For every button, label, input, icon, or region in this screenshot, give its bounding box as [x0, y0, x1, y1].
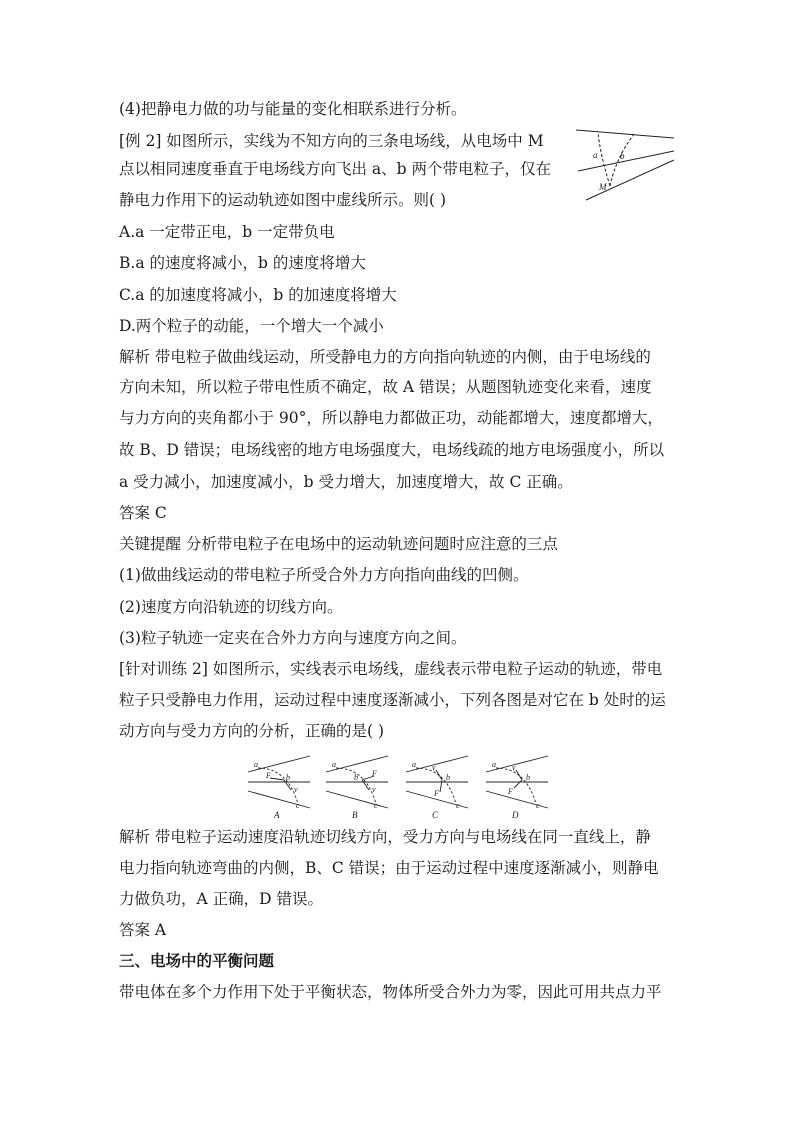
key-point-3: (3)粒子轨迹一定夹在合外力方向与速度方向之间。	[119, 629, 467, 647]
label-a: a	[492, 760, 496, 769]
option-a: A.a 一定带正电，b 一定带负电	[119, 223, 335, 241]
label-M: M	[599, 182, 607, 192]
text-line-1: (4)把静电力做的功与能量的变化相联系进行分析。	[119, 100, 467, 118]
analysis-1-line-1: 解析 带电粒子做曲线运动，所受静电力的方向指向轨迹的内侧，由于电场线的	[119, 348, 651, 366]
analysis-1-line-4: 故 B、D 错误；电场线密的地方电场强度大，电场线疏的地方电场强度小，所以	[119, 441, 665, 459]
label-v: v	[294, 785, 298, 794]
example-2-figure	[574, 124, 678, 206]
key-point-2: (2)速度方向沿轨迹的切线方向。	[119, 598, 343, 616]
panel-d	[486, 756, 548, 820]
key-reminder-title: 关键提醒 分析带电粒子在电场中的运动轨迹问题时应注意的三点	[119, 535, 558, 553]
label-a: a	[332, 760, 336, 769]
label-c: c	[296, 801, 300, 810]
example-2-line-1: [例 2] 如图所示，实线为不知方向的三条电场线，从电场中 M	[119, 132, 544, 150]
analysis-2-line-2: 电力指向轨迹弯曲的内侧，B、C 错误；由于运动过程中速度逐渐减小，则静电	[119, 859, 659, 877]
key-point-1: (1)做曲线运动的带电粒子所受合外力方向指向曲线的凹侧。	[119, 566, 529, 584]
analysis-1-line-3: 与力方向的夹角都小于 90°，所以静电力都做正功，动能都增大，速度都增大，	[119, 409, 663, 427]
training-2-figure	[244, 752, 554, 820]
label-c: c	[536, 801, 540, 810]
analysis-2-line-1: 解析 带电粒子运动速度沿轨迹切线方向，受力方向与电场线在同一直线上，静	[119, 828, 651, 846]
label-F: F	[434, 789, 439, 798]
option-c: C.a 的加速度将减小，b 的加速度将增大	[119, 286, 397, 304]
label-b: b	[286, 773, 290, 782]
label-v: v	[512, 763, 516, 772]
label-v: v	[372, 785, 376, 794]
label-a: a	[254, 760, 258, 769]
label-v: v	[432, 763, 436, 772]
panel-c	[406, 756, 468, 820]
label-c: c	[456, 801, 460, 810]
label-F: F	[508, 787, 513, 796]
label-F: F	[266, 771, 271, 780]
panel-b	[326, 756, 388, 820]
panel-a	[248, 756, 310, 820]
section-line-1: 带电体在多个力作用下处于平衡状态，物体所受合外力为零，因此可用共点力平	[119, 983, 662, 1001]
analysis-1-line-5: a 受力减小，加速度减小，b 受力增大，加速度增大，故 C 正确。	[119, 473, 573, 491]
label-F: F	[372, 769, 377, 778]
label-b: b	[620, 151, 625, 161]
caption-c: C	[432, 810, 439, 820]
label-a: a	[412, 760, 416, 769]
option-d: D.两个粒子的动能，一个增大一个减小	[119, 317, 384, 335]
training-2-line-1: [针对训练 2] 如图所示，实线表示电场线，虚线表示带电粒子运动的轨迹，带电	[119, 660, 663, 678]
training-2-line-3: 动方向与受力方向的分析，正确的是( )	[119, 722, 385, 740]
answer-1: 答案 C	[119, 504, 167, 522]
example-2-line-2: 点以相同速度垂直于电场线方向飞出 a、b 两个带电粒子，仅在	[119, 160, 552, 178]
answer-2: 答案 A	[119, 921, 167, 939]
option-b: B.a 的速度将减小，b 的速度将增大	[119, 254, 366, 272]
caption-a: A	[274, 810, 280, 820]
label-c: c	[374, 801, 378, 810]
label-b: b	[446, 773, 450, 782]
caption-d: D	[512, 810, 519, 820]
example-2-line-3: 静电力作用下的运动轨迹如图中虚线所示。则( )	[119, 191, 447, 209]
caption-b: B	[352, 810, 358, 820]
analysis-2-line-3: 力做负功，A 正确，D 错误。	[119, 890, 323, 908]
label-b: b	[526, 773, 530, 782]
section-heading: 三、电场中的平衡问题	[119, 952, 275, 970]
training-2-line-2: 粒子只受静电力作用，运动过程中速度逐渐减小，下列各图是对它在 b 处时的运	[119, 691, 666, 709]
label-a: a	[593, 150, 598, 160]
analysis-1-line-2: 方向未知，所以粒子带电性质不确定，故 A 错误；从题图轨迹变化来看，速度	[119, 378, 652, 396]
label-b: b	[354, 773, 358, 782]
